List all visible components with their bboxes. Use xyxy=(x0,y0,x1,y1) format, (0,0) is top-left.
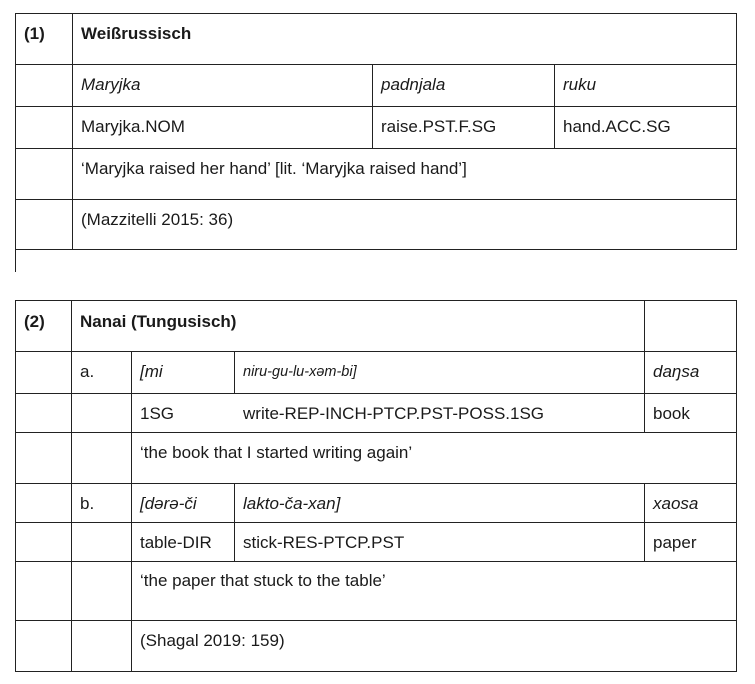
translation-a: ‘the book that I started writing again’ xyxy=(140,443,413,462)
gloss-3: book xyxy=(653,404,690,423)
gloss-3: paper xyxy=(653,533,697,552)
subexample-label-b: b. xyxy=(80,494,95,513)
gloss-2: raise.PST.F.SG xyxy=(381,117,497,136)
word-1: [dərə-či xyxy=(140,494,197,513)
gloss-1: table-DIR xyxy=(140,533,212,552)
language-name: Weißrussisch xyxy=(81,24,192,43)
example-number: (1) xyxy=(24,24,45,43)
word-3: daŋsa xyxy=(653,362,700,381)
word-2: padnjala xyxy=(381,75,446,94)
word-1: [mi xyxy=(140,362,163,381)
example-number: (2) xyxy=(24,312,45,331)
source-citation: (Shagal 2019: 159) xyxy=(140,631,285,650)
language-name: Nanai (Tungusisch) xyxy=(80,312,237,331)
word-3: ruku xyxy=(563,75,597,94)
word-3: xaosa xyxy=(653,494,699,513)
word-2: niru-gu-lu-xəm-bi] xyxy=(243,364,357,380)
gloss-1: Maryjka.NOM xyxy=(81,117,185,136)
source-citation: (Mazzitelli 2015: 36) xyxy=(81,210,234,229)
gloss-1: 1SG xyxy=(140,404,175,423)
gloss-2: write-REP-INCH-PTCP.PST-POSS.1SG xyxy=(243,404,545,423)
word-2: lakto-ča-xan] xyxy=(243,494,341,513)
translation-b: ‘the paper that stuck to the table’ xyxy=(140,571,386,590)
word-1: Maryjka xyxy=(81,75,141,94)
gloss-2: stick-RES-PTCP.PST xyxy=(243,533,405,552)
gloss-3: hand.ACC.SG xyxy=(563,117,671,136)
subexample-label-a: a. xyxy=(80,362,95,381)
translation: ‘Maryjka raised her hand’ [lit. ‘Maryjka raised hand’] xyxy=(81,159,467,178)
